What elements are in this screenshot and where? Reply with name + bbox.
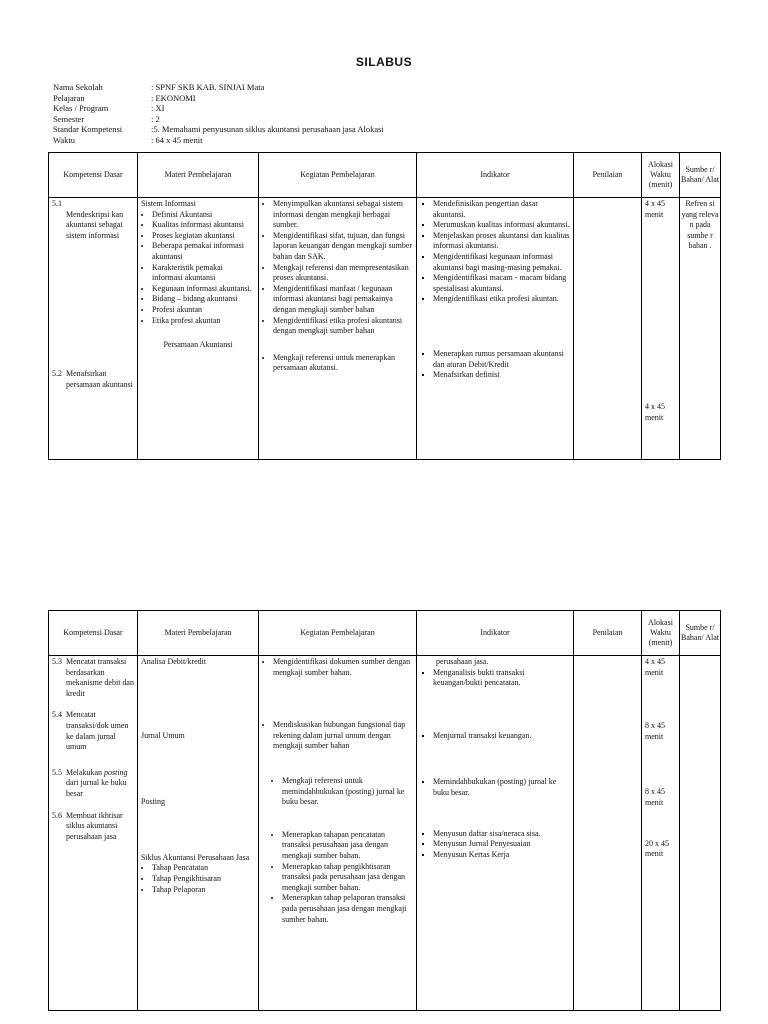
- list-item: • Kualitas informasi akuntansi: [152, 220, 255, 231]
- list-item: ▪ Menjurnal transaksi keuangan.: [433, 731, 570, 742]
- kegiatan-cell: [259, 198, 417, 460]
- kegiatan-cell: [259, 656, 417, 1011]
- penilaian-cell: [574, 198, 642, 460]
- list-item: ▪ Menyusun daftar sisa/neraca sisa.: [433, 829, 570, 840]
- indikator-list: [420, 777, 570, 798]
- info-label: Kelas / Program: [53, 103, 109, 114]
- indikator-list: [420, 199, 570, 305]
- indikator-cell: [417, 198, 574, 460]
- info-value: : SPNF SKB KAB. SINJAI Mata: [151, 82, 265, 92]
- kegiatan-list: [262, 720, 413, 752]
- info-label: Pelajaran: [53, 92, 85, 103]
- info-value: :5. Memahami penyusunan siklus akuntansi perusahaan jasa Alokasi: [151, 124, 384, 135]
- list-item: • Tahap Pengikhtisaran: [152, 874, 255, 885]
- list-item: ▪ Merumuskan kualitas informasi akuntansi.: [433, 220, 570, 231]
- materi-list: [141, 210, 255, 327]
- list-item: ▪ Mengidentifikasi etika profesi akuntan.: [433, 294, 570, 305]
- list-item: • Mengkaji referensi untuk menerapkan persamaan akutansi.: [273, 353, 413, 374]
- table-row: [49, 198, 721, 460]
- materi-list: [141, 863, 255, 895]
- list-item: ▪ Mendefinisikan pengertian dasar akuntansi.: [433, 199, 570, 220]
- kd-5-6: 5.6 Membuat ikhtisar siklus akuntansi perusahaan jasa: [52, 810, 123, 841]
- header-alokasi: Alokasi Waktu (menit): [642, 153, 680, 198]
- materi-cell: Analisa Debit/kredit Jurnal Umum Posting Siklus Akuntansi Perusahaan Jasa • Tahap Pencatatan • Tahap Pengikhtisaran • Tahap Pelaporan: [138, 656, 259, 1011]
- info-value: : 64 x 45 menit: [151, 134, 203, 145]
- table-row: [49, 656, 721, 1011]
- header-kegiatan: Kegiatan Pembelajaran: [259, 153, 417, 198]
- header-materi: Materi Pembelajaran: [138, 153, 259, 198]
- sumber-cell: [680, 656, 721, 1011]
- kd-cell: [49, 656, 138, 1011]
- kd-5-5: 5.5 Melakukan posting dari jurnal ke buku besar: [52, 767, 128, 798]
- list-item: • Tahap Pencatatan: [152, 863, 255, 874]
- kd-5-1: 5.1 Mendeskripsi kan akuntansi sebagai sistem informasi: [52, 199, 124, 240]
- header-indikator: Indikator: [417, 611, 574, 656]
- kd-5-2: 5.2 Menafsirkan persamaan akuntansi: [52, 369, 133, 389]
- kegiatan-list: [262, 657, 413, 678]
- document-title: SILABUS: [355, 55, 413, 69]
- info-row: [53, 93, 384, 104]
- list-item: ▪ Menafsirkan definisi: [433, 370, 570, 381]
- list-item: • Mengkaji referensi dan mempresentasikan proses akuntansi.: [273, 263, 413, 284]
- kd-cell: [49, 198, 138, 460]
- info-value: : EKONOMI: [151, 92, 196, 103]
- list-item: ▪ Menganalisis bukti transaksi keuangan/bukti pencatatan.: [433, 668, 570, 689]
- header-kegiatan: Kegiatan Pembelajaran: [259, 611, 417, 656]
- table-header-row: [49, 611, 721, 656]
- alokasi-cell: 4 x 45 menit 4 x 45 menit: [642, 198, 680, 460]
- list-item: • Etika profesi akuntan: [152, 316, 255, 327]
- list-item: ▪ Menjelaskan proses akuntansi dan kualitas informasi akuntansi.: [433, 231, 570, 252]
- header-materi: Materi Pembelajaran: [138, 611, 259, 656]
- header-info: [53, 82, 384, 146]
- penilaian-cell: [574, 656, 642, 1011]
- list-item: • Mengidentifikasi manfaat / kegunaan informasi akuntansi bagi pemakainya dengan mengkaji sumber bahan: [273, 284, 413, 316]
- list-item: • Tahap Pelaporan: [152, 885, 255, 896]
- indikator-cell: perusahaan jasa. ▪ Menganalisis bukti transaksi keuangan/bukti pencatatan. ▪ Menjurnal transaksi keuangan. ▪ Memindahbukukan (posting) jurnal ke buku besar. ▪ Menyusun daftar sisa/neraca sisa. ▪ Menyusun Jurnal Penyesuaian ▪ Menyusun Kertas Kerja: [417, 656, 574, 1011]
- indikator-list: [420, 349, 570, 381]
- alokasi-cell: 4 x 45 menit 8 x 45 menit 8 x 45 menit 20 x 45 menit: [642, 656, 680, 1011]
- list-item: ▪ Mengidentifikasi macam - macam bidang spesialisasi akuntansi.: [433, 273, 570, 294]
- kegiatan-list: [262, 830, 413, 925]
- list-item: ▪ Menerapkan rumus persamaan akuntansi dan aturan Debit/Kredit: [433, 349, 570, 370]
- kegiatan-list: [262, 353, 413, 374]
- header-sumber: Sumbe r/ Bahan/ Alat: [680, 153, 721, 198]
- list-item: • Profesi akuntan: [152, 305, 255, 316]
- list-item: • Mengkaji referensi untuk memindahbukukan (posting) jurnal ke buku besar.: [282, 776, 413, 808]
- syllabus-table-1: [48, 152, 721, 460]
- header-alokasi: Alokasi Waktu (menit): [642, 611, 680, 656]
- list-item: • Beberapa pemakai informasi akuntansi: [152, 241, 255, 262]
- info-row: [53, 82, 384, 93]
- info-row: [53, 124, 384, 135]
- header-penilaian: Penilaian: [574, 611, 642, 656]
- sumber-cell: Refren si yang releva n pada sumbe r bahan .: [680, 198, 721, 460]
- list-item: • Menerapkan tahap pelaporan transaksi pada perusahaan jasa dengan mengkaji sumber bahan.: [282, 893, 413, 925]
- list-item: • Mengidentifikasi dokumen sumber dengan mengkaji sumber bahan.: [273, 657, 413, 678]
- header-indikator: Indikator: [417, 153, 574, 198]
- list-item: • Definisi Akuntansi: [152, 210, 255, 221]
- list-item: ▪ Memindahbukukan (posting) jurnal ke buku besar.: [433, 777, 570, 798]
- kd-5-4: 5.4 Mencatat transaksi/dok umen ke dalam jurnal umum: [52, 710, 129, 752]
- indikator-list: [420, 668, 570, 689]
- list-item: ▪ Menyusun Kertas Kerja: [433, 850, 570, 861]
- list-item: • Menerapkan tahapan pencatatan transaksi perusahaan jasa dengan mengkaji sumber bahan.: [282, 830, 413, 862]
- indikator-list: [420, 731, 570, 742]
- kd-5-3: 5.3 Mencatat transaksi berdasarkan mekanisme debit dan kredit: [52, 657, 134, 698]
- kegiatan-list: [262, 776, 413, 808]
- list-item: • Mengidentifikasi sifat, tujuan, dan fungsi laporan keuangan dengan mengkaji sumber bahan dan SAK.: [273, 231, 413, 263]
- list-item: • Mengidentifikasi etika profesi akuntansi dengan mengkaji sumber bahan: [273, 316, 413, 337]
- info-label: Standar Kompetensi: [53, 124, 123, 135]
- info-row: [53, 114, 384, 125]
- header-kd: Kompetensi Dasar: [49, 611, 138, 656]
- list-item: • Karakteristik pemakai informasi akuntansi: [152, 263, 255, 284]
- kegiatan-list: [262, 199, 413, 337]
- header-penilaian: Penilaian: [574, 153, 642, 198]
- list-item: • Kegunaan informasi akuntansi.: [152, 284, 255, 295]
- syllabus-table-2: [48, 610, 721, 1011]
- info-value: : 2: [151, 113, 160, 124]
- info-label: Semester: [53, 113, 85, 124]
- materi-cell: Sistem Informasi • Definisi Akuntansi • Kualitas informasi akuntansi • Proses kegiatan akuntansi • Beberapa pemakai informasi akuntansi • Karakteristik pemakai informasi akuntansi • Kegunaan informasi akuntansi. • Bidang – bidang akuntansi • Profesi akuntan • Etika profesi akuntan Persamaan Akuntansi: [138, 198, 259, 460]
- header-sumber: Sumbe r/ Bahan/ Alat: [680, 611, 721, 656]
- info-label: Waktu: [53, 134, 75, 145]
- list-item: ▪ Menyusun Jurnal Penyesuaian: [433, 839, 570, 850]
- info-row: [53, 135, 384, 146]
- info-value: : XI: [151, 103, 165, 114]
- list-item: • Menyimpulkan akuntansi sebagai sistem informasi dengan mengkaji berbagai sumber.: [273, 199, 413, 231]
- list-item: • Mendiskusikan hubungan fungsional tiap rekening dalam jurnal umum dengan mengkaji sumber bahan: [273, 720, 413, 752]
- info-label: Nama Sekolah: [53, 82, 103, 92]
- header-kd: Kompetensi Dasar: [49, 153, 138, 198]
- info-row: [53, 103, 384, 114]
- table-header-row: [49, 153, 721, 198]
- indikator-list: [420, 829, 570, 861]
- list-item: • Proses kegiatan akuntansi: [152, 231, 255, 242]
- list-item: • Menerapkan tahap pengikhtisaran transaksi pada perusahaan jasa dengan mengkaji sumber bahan.: [282, 862, 413, 894]
- list-item: ▪ Mengidentifikasi kegunaan informasi akuntansi bagi masing-masing pemakai.: [433, 252, 570, 273]
- list-item: • Bidang – bidang akuntansi: [152, 294, 255, 305]
